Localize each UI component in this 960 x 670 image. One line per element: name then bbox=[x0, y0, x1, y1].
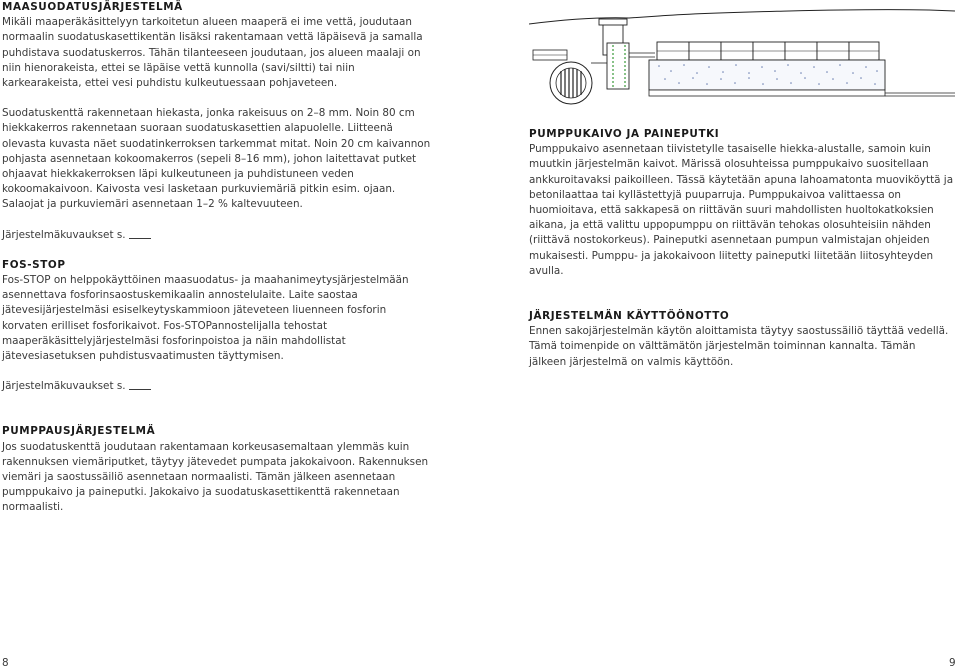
spacer bbox=[2, 91, 434, 106]
right-column bbox=[529, 127, 955, 370]
spacer bbox=[2, 364, 434, 379]
filter-field-paragraph: Suodatuskenttä rakennetaan hiekasta, jonka rakeisuus on 2–8 mm. Noin 80 cm hiekkakerros rakennetaan suoraan suodatuskasettien alapuolelle. Liitteenä olevasta kuvasta näet suodatinkerroksen tarkemmat mitat. Noin 20 cm kaivannon pohjasta asennetaan kokoomakerros (sepeli 8–16 mm), johon laitettavat putket ohjaavat hiekkakerroksen läpi kulkeutuneen ja puhdistuneen veden kokoomakaivoon. Kaivosta vesi lasketaan purkuviemäriä pitkin esim. ojaan. Salaojat ja purkuviemäri asennetaan 1–2 % kaltevuuteen. bbox=[2, 107, 431, 211]
section-heading-fos-stop: FOS-STOP bbox=[2, 258, 66, 271]
section-heading-soil-filtration: MAASUODATUSJÄRJESTELMÄ bbox=[2, 1, 183, 13]
spacer bbox=[2, 394, 434, 409]
intro-paragraph: Mikäli maaperäkäsittelyyn tarkoitetun alueen maaperä ei ime vettä, joudutaan normaalin suodatuskasettikentän lisäksi rakentamaan vettä läpäisevä ja samalla puhdistava suodatuskerros. Tähän tilanteeseen joudutaan, jos alueen maalaji on niin hienorakeista, ettei se läpäise vettä kunnolla (savi/siltti) tai niin karkearakeista, ettei vesi puhdistu kulkeutuessaan pohjaveteen. bbox=[2, 16, 423, 90]
page-number-right: 9 bbox=[949, 657, 956, 669]
diagram-drawing bbox=[529, 3, 955, 106]
soil-filter-cross-section-diagram bbox=[529, 3, 955, 106]
commissioning-paragraph: Ennen sakojärjestelmän käytön aloittamista täytyy saostussäiliö täyttää vedellä. Tämä toimenpide on välttämätön järjestelmän toiminnan kannalta. Tämän jälkeen järjestelmä on valmis käyttöön. bbox=[529, 325, 949, 368]
system-description-reference bbox=[2, 379, 434, 394]
pump-well-lid bbox=[599, 19, 627, 25]
spacer bbox=[2, 213, 434, 228]
ground-surface-line bbox=[529, 10, 955, 24]
spacer bbox=[529, 279, 955, 294]
left-column bbox=[2, 0, 434, 516]
distribution-well bbox=[607, 43, 629, 89]
fos-stop-paragraph: Fos-STOP on helppokäyttöinen maasuodatus- ja maahanimeytysjärjestelmään asennettava fosforinsaostuskemikaalin annostelulaite. Laite saostaa jätevesijärjestelmäsi esiselkeytyskammioon jäteveteen liuenneen fosforin korvaten erilliset fosforikaivot. Fos-STOPannostelijalla tehostat maaperäkäsittelyjärjestelmäsi fosforinpoistoa ja näin mahdollistat jätevesiasetuksen puhdistusvaatimusten täyttymisen. bbox=[2, 274, 409, 363]
collection-layer bbox=[649, 90, 885, 96]
pump-well-paragraph: Pumppukaivo asennetaan tiivistetylle tasaiselle hiekka-alustalle, samoin kuin muutkin järjestelmän kaivot. Märissä olosuhteissa pumppukaivo suositellaan ankkuroitavaksi paikoilleen. Tässä käytetään apuna lahoamatonta muoviköyttä ja betonilaattaa tai kyllästettyjä puuparruja. Pumppukaivoa valittaessa on huomioitava, että sakkapesä on riittävän suuri mahdollisten huoltokatkoksien aikana, ja että valittu uppopumppu on riittävän tehokas olosuhteisiin nähden (riittävä nostokorkeus). Paineputki asennetaan pumpun valmistajan ohjeiden mukaisesti. Pumppu- ja jakokaivoon liitetty paineputki liitetään liitosyhteyden avulla. bbox=[529, 143, 954, 277]
reference-label: Järjestelmäkuvaukset s. bbox=[2, 228, 126, 241]
reference-blank bbox=[129, 229, 151, 239]
reference-blank bbox=[129, 380, 151, 390]
section-heading-pump-well: PUMPPUKAIVO JA PAINEPUTKI bbox=[529, 128, 720, 140]
spacer bbox=[2, 243, 434, 258]
section-heading-commissioning: JÄRJESTELMÄN KÄYTTÖÖNOTTO bbox=[529, 310, 730, 323]
section-heading-pumping-system: PUMPPAUSJÄRJESTELMÄ bbox=[2, 425, 156, 438]
reference-label: Järjestelmäkuvaukset s. bbox=[2, 380, 126, 393]
page-number-left: 8 bbox=[2, 657, 9, 669]
system-description-reference bbox=[2, 228, 434, 243]
spacer bbox=[2, 409, 434, 424]
spacer bbox=[529, 294, 955, 309]
pumping-system-paragraph: Jos suodatuskenttä joudutaan rakentamaan korkeusasemaltaan ylemmäs kuin rakennuksen viemäriputket, täytyy jätevedet pumpata jakokaivoon. Rakennuksen viemäri ja saostussäiliö asennetaan normaalisti. Tämän jälkeen asennetaan pumppukaivo ja paineputki. Jakokaivo ja suodatuskasettikenttä rakennetaan normaalisti. bbox=[2, 440, 429, 514]
